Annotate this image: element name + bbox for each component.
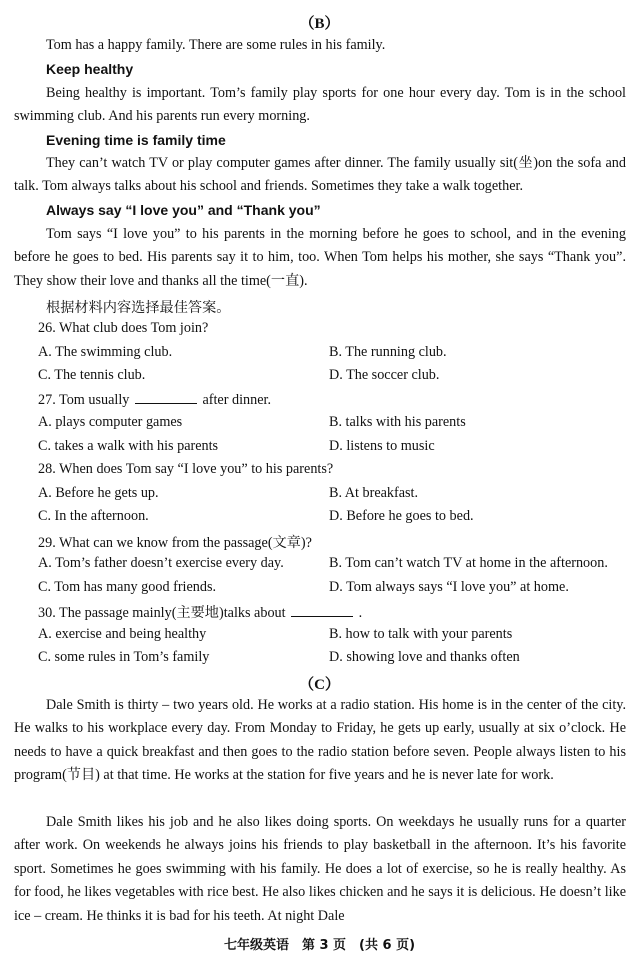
paragraph-always-say: Tom says “I love you” to his parents in the morning before he goes to school, and in the evening before he goes to bed. His parents say it to him, too. When Tom helps his mother, she says “Thank you”. They show their love and thanks all the time(一直). xyxy=(14,226,626,289)
paragraph-c-2: Dale Smith likes his job and he also likes doing sports. On weekdays he usually runs for a quarter after work. On weekends he always joins his friends to play basketball in the afternoon. It’s his favorite sport. Sometimes he goes swimming with his family. He does a lot of exercise, so he is really healthy. As for food, he likes vegetables with rice best. He also likes chicken and he says it is delicious. He doesn’t like ice – cream. He thinks it is bad for his teeth. At night Dale xyxy=(14,814,626,924)
question-stem-text: 29. What can we know from the passage(文章)? xyxy=(38,535,312,551)
question-28-option-c[interactable]: C. In the afternoon. xyxy=(38,508,149,524)
question-27-option-a[interactable]: A. plays computer games xyxy=(38,414,183,430)
question-26-option-c[interactable]: C. The tennis club. xyxy=(38,367,146,383)
heading-keep-healthy: Keep healthy xyxy=(46,61,134,77)
answer-blank xyxy=(135,391,197,404)
section-b-intro: Tom has a happy family. There are some rules in his family. xyxy=(46,37,386,53)
paragraph-c-1: Dale Smith is thirty – two years old. He works at a radio station. His home is in the center of the city. He walks to his workplace every day. From Monday to Friday, he gets up early, usually at six o’clock. He needs to have a quick breakfast and then goes to the radio station before seven. People always listen to his program(节目) at that time. He works at the station for five years and he is never late for work. xyxy=(14,697,626,784)
question-29-option-d[interactable]: D. Tom always says “I love you” at home. xyxy=(329,579,569,595)
question-29-option-b[interactable]: B. Tom can’t watch TV at home in the afternoon. xyxy=(329,555,608,571)
question-28-option-b[interactable]: B. At breakfast. xyxy=(329,485,419,501)
question-28-option-d[interactable]: D. Before he goes to bed. xyxy=(329,508,474,524)
question-27-option-b[interactable]: B. talks with his parents xyxy=(329,414,466,430)
question-stem-text: 27. Tom usually xyxy=(38,392,130,408)
question-30-option-a[interactable]: A. exercise and being healthy xyxy=(38,626,207,642)
question-stem-text: 28. When does Tom say “I love you” to his parents? xyxy=(38,461,334,477)
question-30-option-b[interactable]: B. how to talk with your parents xyxy=(329,626,513,642)
question-26-option-b[interactable]: B. The running club. xyxy=(329,344,447,360)
question-29-option-a[interactable]: A. Tom’s father doesn’t exercise every day. xyxy=(38,555,284,571)
paragraph-evening-time: They can’t watch TV or play computer games after dinner. The family usually sit(坐)on the sofa and talk. Tom always talks about his school and friends. Sometimes they take a walk together. xyxy=(14,155,626,195)
question-27-option-c[interactable]: C. takes a walk with his parents xyxy=(38,438,219,454)
paragraph-keep-healthy: Being healthy is important. Tom’s family play sports for one hour every day. Tom is in the school swimming club. And his parents run every morning. xyxy=(14,85,626,125)
question-28-option-a[interactable]: A. Before he gets up. xyxy=(38,485,159,501)
question-stem-text: 26. What club does Tom join? xyxy=(38,320,209,336)
question-26-stem xyxy=(38,320,208,337)
question-28-stem xyxy=(38,461,333,478)
question-30-option-c[interactable]: C. some rules in Tom’s family xyxy=(38,649,210,665)
question-stem-tail: after dinner. xyxy=(202,392,271,408)
section-c-label: （C） xyxy=(299,677,340,693)
heading-evening-time: Evening time is family time xyxy=(46,132,226,148)
question-stem-text: 30. The passage mainly(主要地)talks about xyxy=(38,605,286,621)
question-30-stem xyxy=(38,602,362,622)
section-b-label: （B） xyxy=(299,16,340,32)
question-26-option-d[interactable]: D. The soccer club. xyxy=(329,367,440,383)
question-stem-tail: . xyxy=(358,605,363,621)
question-29-stem xyxy=(38,532,312,552)
question-30-option-d[interactable]: D. showing love and thanks often xyxy=(329,649,520,665)
heading-always-say: Always say “I love you” and “Thank you” xyxy=(46,202,321,218)
question-27-option-d[interactable]: D. listens to music xyxy=(329,438,435,454)
question-26-option-a[interactable]: A. The swimming club. xyxy=(38,344,173,360)
question-27-stem xyxy=(38,391,271,409)
page-footer: 七年级英语 第 3 页 (共 6 页) xyxy=(223,938,416,953)
question-29-option-c[interactable]: C. Tom has many good friends. xyxy=(38,579,217,595)
answer-blank xyxy=(291,604,353,617)
instruction-text: 根据材料内容选择最佳答案。 xyxy=(46,300,231,316)
